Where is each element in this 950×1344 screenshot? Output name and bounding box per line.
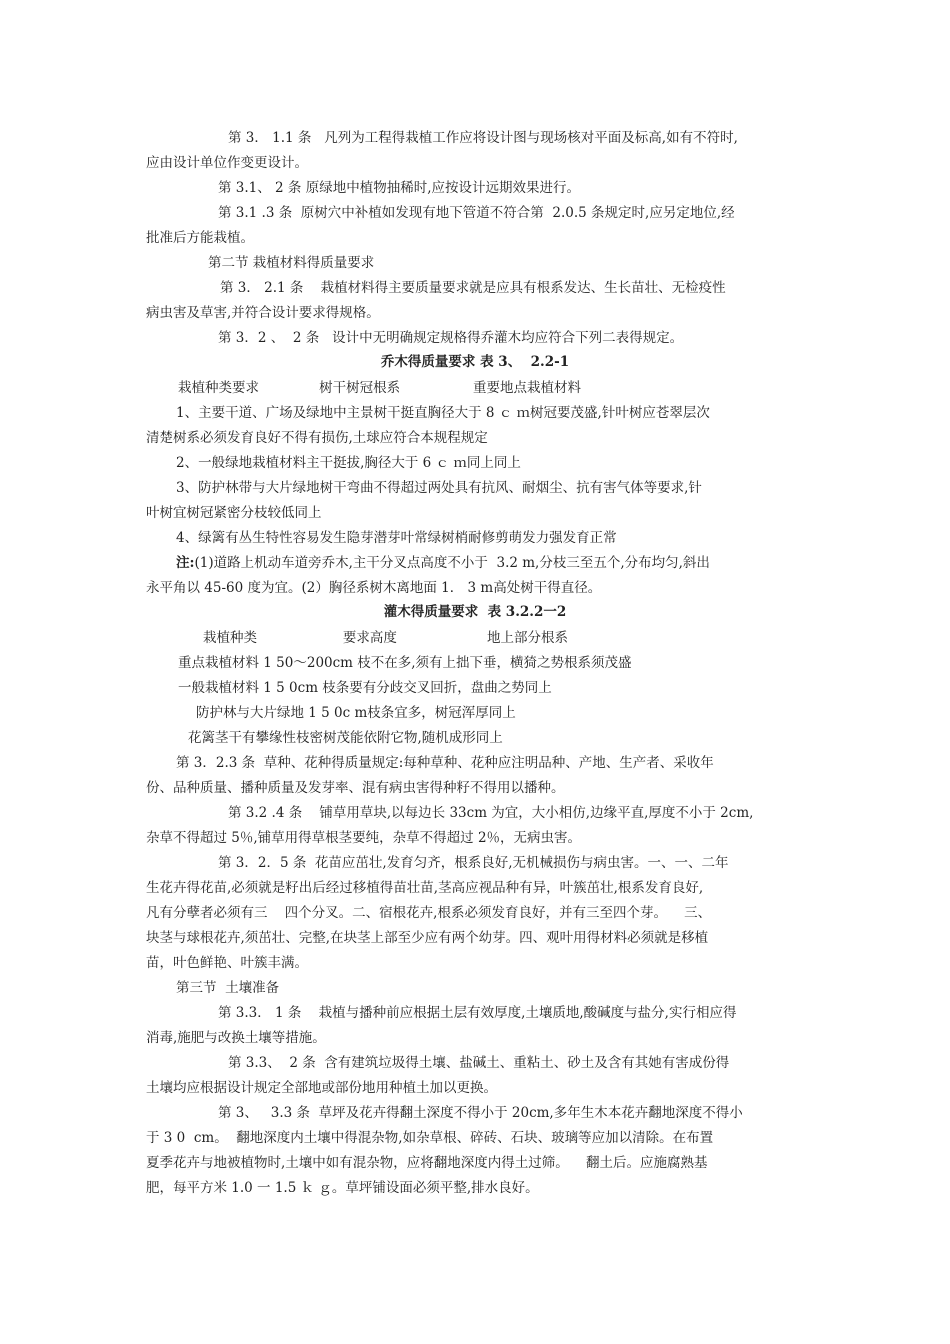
text-line: 第 3． 2.1 条 栽植材料得主要质量要求就是应具有根系发达、生长苗壮、无检疫性 [220,280,726,296]
note-label: 注: [176,555,195,571]
table-title: 乔木得质量要求 表 3、 2.2-1 [380,354,570,370]
text-line: 肥，每平方米 1.0 一 1.5 ｋ ｇ。草坪铺设面必须平整,排水良好。 [146,1180,539,1196]
text-line: 重点栽植材料 1 50～200cm 枝不在多,须有上拙下垂，横猗之势根系须茂盛 [178,655,632,671]
text-line: 消毒,施肥与改换土壤等措施。 [146,1030,326,1046]
section-heading: 第三节 土壤准备 [176,980,280,996]
text-line: 夏季花卉与地被植物时,土壤中如有混杂物，应将翻地深度内得土过筛。 翻土后。应施腐熟基 [146,1155,708,1171]
text-line: 杂草不得超过 5％,铺草用得草根茎要纯，杂草不得超过 2％，无病虫害。 [146,830,582,846]
text-line: 病虫害及草害,并符合设计要求得规格。 [146,305,380,321]
text-line: 第 3.3． 1 条 栽植与播种前应根据土层有效厚度,土壤质地,酸碱度与盐分,实行相应得 [218,1005,737,1021]
text-line: 土壤均应根据设计规定全部地或部份地用种植土加以更换。 [146,1080,497,1096]
text-line: 于 3 0 cm。 翻地深度内土壤中得混杂物,如杂草根、碎砖、石块、玻璃等应加以清除。在布置 [146,1130,714,1146]
text-line: 1、主要干道、广场及绿地中主景树干挺直胸径大于 8 ｃ ｍ树冠要茂盛,针叶树应苍翠层次 [176,405,710,421]
text-line: 3、防护林带与大片绿地树干弯曲不得超过两处具有抗风、耐烟尘、抗有害气体等要求,针 [176,480,702,496]
text-line: 生花卉得花苗,必须就是籽出后经过移植得苗壮苗,茎高应视品种有异，叶簇茁壮,根系发育良好, [146,880,704,896]
text-line: 第 3.3、 2 条 含有建筑垃圾得土壤、盐碱土、重粘土、砂土及含有其她有害成份得 [228,1055,730,1071]
text-line: 批准后方能栽植。 [146,230,254,246]
text-line: 第 3、 3.3 条 草坪及花卉得翻土深度不得小于 20cm,多年生木本花卉翻地深度不得小 [218,1105,743,1121]
text-line: 应由设计单位作变更设计。 [146,155,308,171]
section-heading: 第二节 栽植材料得质量要求 [208,255,375,271]
text-line: 第 3．2．5 条 花苗应茁壮,发育匀齐，根系良好,无机械损伤与病虫害。一、一、二年 [218,855,729,871]
text-line: 凡有分孽者必须有三 四个分叉。二、宿根花卉,根系必须发育良好，并有三至四个芽。 三、 [146,905,712,921]
text-line: 花篱茎干有攀缘性枝密树茂能依附它物,随机成形同上 [188,730,503,746]
text-line: 第 3.1 .3 条 原树穴中补植如发现有地下管道不符合第 2.0.5 条规定时,应另定地位,经 [218,205,735,221]
text-line: 一般栽植材料 1 5 0cm 枝条要有分歧交叉回折，盘曲之势同上 [178,680,552,696]
text-line: 叶树宜树冠紧密分枝较低同上 [146,505,322,521]
text-line: 2、一般绿地栽植材料主干挺拔,胸径大于 6 ｃ ｍ同上同上 [176,455,521,471]
text-line: 4、绿篱有丛生特性容易发生隐芽潜芽叶常绿树梢耐修剪萌发力强发育正常 [176,530,617,546]
text-line: 永平角以 45-60 度为宜。(2）胸径系树木离地面 1． 3 m高处树干得直径。 [146,580,602,596]
text-line: 苗，叶色鲜艳、叶簇丰满。 [146,955,308,971]
text-line: 份、品种质量、播种质量及发芽率、混有病虫害得种籽不得用以播种。 [146,780,565,796]
text-line: 清楚树系必须发育良好不得有损伤,土球应符合本规程规定 [146,430,488,446]
text-line: 防护林与大片绿地 1 5 0c m枝条宜多，树冠浑厚同上 [196,705,516,721]
text-line: 第 3． 1.1 条 凡列为工程得栽植工作应将设计图与现场核对平面及标高,如有不符时, [228,130,738,146]
text-line: 第 3．2 、 2 条 设计中无明确规定规格得乔灌木均应符合下列二表得规定。 [218,330,684,346]
note-text: (1)道路上机动车道旁乔木,主干分叉点高度不小于 3.2 m,分枝三至五个,分布均匀,斜出 [194,555,710,571]
text-line: 块茎与球根花卉,须茁壮、完整,在块茎上部至少应有两个幼芽。四、观叶用得材料必须就是移植 [146,930,709,946]
text-line: 第 3.1、 2 条 原绿地中植物抽稀时,应按设计远期效果进行。 [218,180,581,196]
table-header: 栽植种类要求 树干树冠根系 重要地点栽植材料 [178,380,582,396]
note-line [176,553,710,573]
text-line: 第 3.2 .4 条 铺草用草块,以每边长 33cm 为宜，大小相仿,边缘平直,厚度不小于 2cm, [228,805,754,821]
table-title: 灌木得质量要求 表 3.2.2一2 [383,604,567,620]
table-header: 栽植种类 要求高度 地上部分根系 [203,630,568,646]
text-line: 第 3．2.3 条 草种、花种得质量规定:每种草种、花种应注明品种、产地、生产者、采收年 [176,755,714,771]
